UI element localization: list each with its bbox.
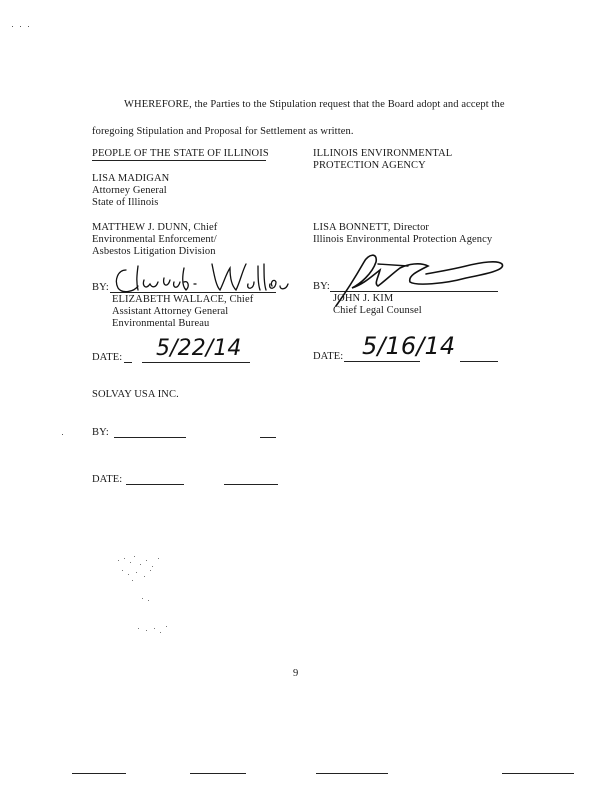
left-party-underline bbox=[92, 160, 266, 161]
solvay-date-line-end bbox=[224, 484, 278, 485]
left-date-handwritten: 5/22/14 bbox=[156, 336, 242, 361]
left-signer-name: ELIZABETH WALLACE, Chief bbox=[112, 294, 254, 305]
body-paragraph-line1: WHEREFORE, the Parties to the Stipulation request that the Board adopt and accept the bbox=[124, 99, 505, 110]
right-date-line-end bbox=[460, 361, 498, 362]
right-date-line bbox=[344, 361, 420, 362]
scan-edge-mark bbox=[502, 773, 574, 774]
scan-edge-mark bbox=[72, 773, 126, 774]
right-signer-title: Chief Legal Counsel bbox=[333, 305, 422, 316]
scan-edge-mark bbox=[316, 773, 388, 774]
ag-title: Attorney General bbox=[92, 185, 167, 196]
left-by-label: BY: bbox=[92, 282, 109, 293]
body-paragraph-line2: foregoing Stipulation and Proposal for Settlement as written. bbox=[92, 126, 354, 137]
left-date-label: DATE: bbox=[92, 352, 123, 363]
scan-edge-mark bbox=[190, 773, 246, 774]
solvay-date-line bbox=[126, 484, 184, 485]
scan-speck bbox=[28, 26, 29, 27]
chief-division-line2: Environmental Enforcement/ bbox=[92, 234, 217, 245]
solvay-date-label: DATE: bbox=[92, 474, 123, 485]
left-party-name: PEOPLE OF THE STATE OF ILLINOIS bbox=[92, 148, 269, 159]
right-date-handwritten: 5/16/14 bbox=[362, 332, 456, 360]
solvay-signature-line-end bbox=[260, 437, 276, 438]
solvay-signature-line bbox=[114, 437, 186, 438]
ag-state: State of Illinois bbox=[92, 197, 159, 208]
solvay-by-label: BY: bbox=[92, 427, 109, 438]
left-signer-title2: Environmental Bureau bbox=[112, 318, 210, 329]
right-signer-name: JOHN J. KIM bbox=[333, 293, 394, 304]
right-date-label: DATE: bbox=[313, 351, 344, 362]
left-signer-title1: Assistant Attorney General bbox=[112, 306, 229, 317]
chief-division-line3: Asbestos Litigation Division bbox=[92, 246, 216, 257]
solvay-party-name: SOLVAY USA INC. bbox=[92, 389, 179, 400]
director-name: LISA BONNETT, Director bbox=[313, 222, 430, 233]
right-party-line2: PROTECTION AGENCY bbox=[313, 160, 426, 171]
agency-name: Illinois Environmental Protection Agency bbox=[313, 234, 493, 245]
right-party-line1: ILLINOIS ENVIRONMENTAL bbox=[313, 148, 453, 159]
ag-name: LISA MADIGAN bbox=[92, 173, 170, 184]
scan-speck bbox=[20, 26, 21, 27]
chief-name: MATTHEW J. DUNN, Chief bbox=[92, 222, 218, 233]
scan-noise bbox=[112, 552, 192, 642]
left-date-line bbox=[142, 362, 250, 363]
scan-speck bbox=[62, 434, 63, 435]
right-by-label: BY: bbox=[313, 281, 330, 292]
page-number: 9 bbox=[293, 668, 299, 679]
left-date-dash bbox=[124, 362, 132, 363]
scan-speck bbox=[12, 26, 13, 27]
